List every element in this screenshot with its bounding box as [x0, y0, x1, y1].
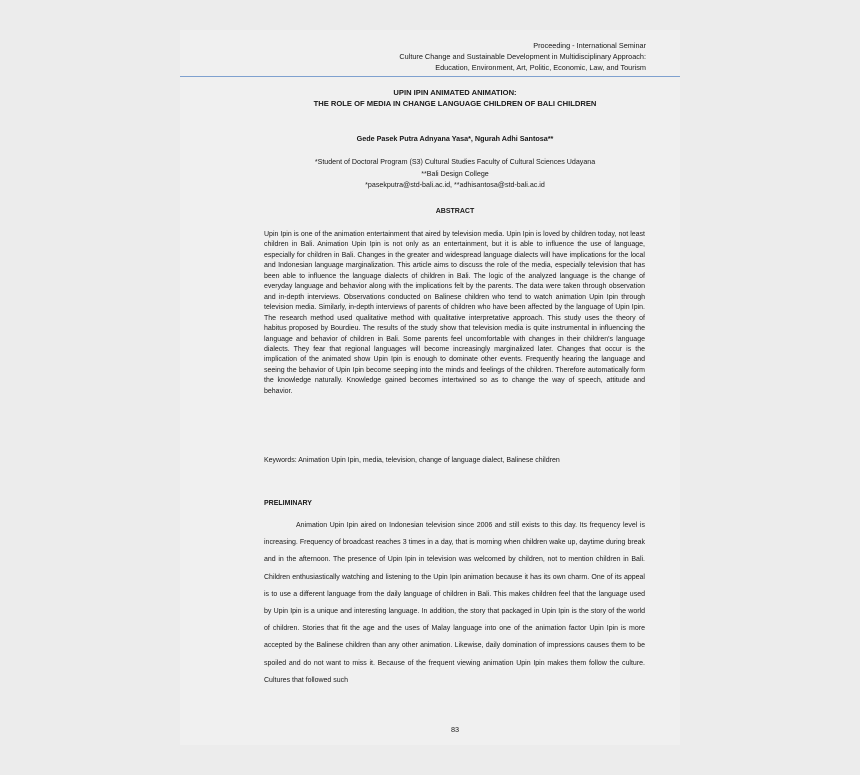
- page-number: 83: [450, 725, 460, 734]
- affiliation-line-2: **Bali Design College: [421, 169, 489, 178]
- header-line-1: Proceeding - International Seminar: [533, 41, 646, 50]
- title-line-1: UPIN IPIN ANIMATED ANIMATION:: [393, 88, 517, 97]
- keywords: Keywords: Animation Upin Ipin, media, television, change of language dialect, Balinese children: [264, 457, 560, 464]
- affiliation-line-1: *Student of Doctoral Program (S3) Cultural Studies Faculty of Cultural Sciences Udayana: [314, 158, 596, 166]
- preliminary-text: Animation Upin Ipin aired on Indonesian television since 2006 and still exists to this day. Its frequency level is increasing. Frequency of broadcast reaches 3 times in a day, that is morning when children wake up, daytime during break and in the afternoon. The presence of Upin Ipin in television was welcomed by children, not to mention children in Bali. Children enthusiastically watching and listening to the Upin Ipin animation because it has its own charm. One of its appeal is to use a different language from the daily language of children in Bali. This makes children feel that the language used by Upin Ipin is a unique and interesting language. In addition, the story that packaged in Upin Ipin is the story of the world of children. Stories that fit the age and the uses of Malay language into one of the animation factor Upin Ipin is more accepted by the Balinese children than any other animation. Likewise, daily domination of impressions causes them to be spoiled and do not want to miss it. Because of the frequent viewing animation Upin Ipin makes them follow the culture. Cultures that followed such: [264, 522, 645, 684]
- title-line-2: THE ROLE OF MEDIA IN CHANGE LANGUAGE CHILDREN OF BALI CHILDREN: [313, 99, 597, 108]
- abstract-heading: ABSTRACT: [435, 208, 475, 215]
- preliminary-heading: PRELIMINARY: [264, 500, 312, 507]
- authors: Gede Pasek Putra Adnyana Yasa*, Ngurah Adhi Santosa**: [356, 134, 554, 143]
- header-divider: [180, 76, 680, 77]
- header-line-2: Culture Change and Sustainable Development in Multidisciplinary Approach:: [399, 52, 646, 61]
- abstract-text: Upin Ipin is one of the animation entertainment that aired by television media. Upin Ipin is loved by children today, not least children in Bali. Animation Upin Ipin is not only as an entertainment, but it is able to influence the use of language, especially for children in Bali. Changes in the greater and widespread language dialects will have implications for the local and Indonesian language marginalization. This article aims to discuss the role of the media, especially television that has been able to influence the language dialects of children in Bali. The logic of the analyzed language is the change of everyday language and behavior along with the implications felt by the parents. The data were taken through observation and in-depth interviews. Observations conducted on Balinese children who tend to watch animation Upin Ipin through television media. Similarly, in-depth interviews of parents of children who have been affected by the language of Upin Ipin. The research method used qualitative method with qualitative interpretative approach. This study uses the theory of habitus proposed by Bourdieu. The results of the study show that television media is quite instrumental in influencing the language and behavior of children in Bali. Some parents feel uncomfortable with changes in their children's language dialects. They fear that regional languages will become increasingly marginalized later. Changes that occur is the implication of the animated show Upin Ipin is enough to dominate other events. Frequently hearing the language and seeing the behavior of Upin Ipin become seeping into the minds and feelings of the children. Therefore automatically form the knowledge naturally. Knowledge gained becomes intertwined so as to change the way of speech, attitude and behavior.: [264, 231, 645, 395]
- affiliation-emails: *pasekputra@std-bali.ac.id, **adhisantosa@std-bali.ac.id: [365, 181, 545, 189]
- paper-page: [180, 30, 680, 745]
- paper-title: [180, 87, 730, 109]
- proceeding-header: [206, 40, 646, 73]
- affiliations: [180, 157, 730, 192]
- header-line-3: Education, Environment, Art, Politic, Economic, Law, and Tourism: [435, 63, 646, 72]
